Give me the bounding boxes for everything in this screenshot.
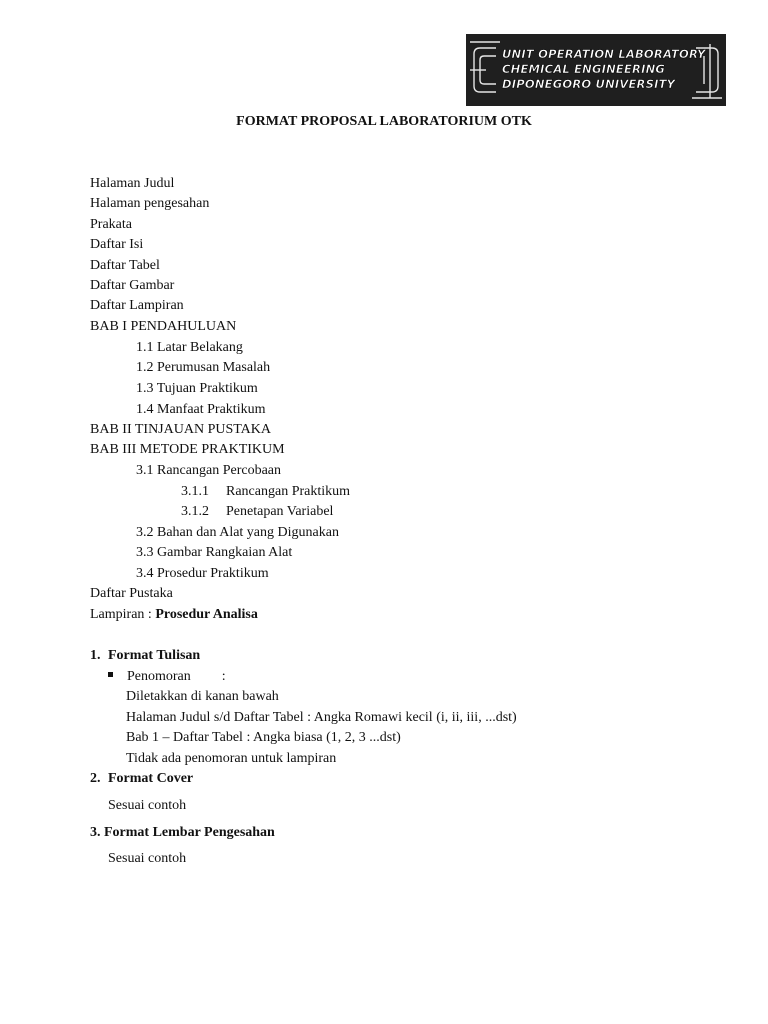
logo-line-2: CHEMICAL ENGINEERING xyxy=(502,62,666,76)
toc-subitem: 3.1 Rancangan Percobaan xyxy=(136,463,281,478)
logo-line-1: UNIT OPERATION LABORATORY xyxy=(502,47,706,61)
toc-item: Halaman Judul xyxy=(90,176,175,191)
toc-item: Daftar Lampiran xyxy=(90,298,184,313)
toc-item: BAB I PENDAHULUAN xyxy=(90,319,237,334)
toc-item: Prakata xyxy=(90,217,132,232)
section-title: Format Tulisan xyxy=(108,648,201,663)
toc-subitem: 3.4 Prosedur Praktikum xyxy=(136,566,269,581)
section-title: Format Cover xyxy=(108,771,194,786)
toc-item: Daftar Tabel xyxy=(90,258,160,273)
lampiran-value: Prosedur Analisa xyxy=(155,607,258,622)
logo-line-3: DIPONEGORO UNIVERSITY xyxy=(502,77,676,91)
toc-subitem: 1.3 Tujuan Praktikum xyxy=(136,381,258,396)
toc-item: Daftar Isi xyxy=(90,237,144,252)
lab-logo xyxy=(466,34,726,106)
toc-subsubitem-number: 3.1.1 xyxy=(181,484,209,499)
toc-subsubitem-label: Penetapan Variabel xyxy=(226,504,334,519)
body-line: Halaman Judul s/d Daftar Tabel : Angka Romawi kecil (i, ii, iii, ...dst) xyxy=(126,710,517,725)
toc-subitem: 3.3 Gambar Rangkaian Alat xyxy=(136,545,293,560)
toc-subsubitem-number: 3.1.2 xyxy=(181,504,209,519)
toc-item: Daftar Pustaka xyxy=(90,586,173,601)
bullet-label: Penomoran xyxy=(127,669,191,684)
section-number: 2. xyxy=(90,771,101,786)
toc-item: Daftar Gambar xyxy=(90,278,175,293)
body-line: Tidak ada penomoran untuk lampiran xyxy=(126,751,337,766)
toc-subsubitem-label: Rancangan Praktikum xyxy=(226,484,351,499)
section-heading: 3. Format Lembar Pengesahan xyxy=(90,825,275,840)
body-line: Sesuai contoh xyxy=(108,798,187,813)
square-bullet-icon xyxy=(108,672,113,677)
page-title: FORMAT PROPOSAL LABORATORIUM OTK xyxy=(236,114,532,129)
section-heading xyxy=(90,646,200,666)
toc-item: BAB II TINJAUAN PUSTAKA xyxy=(90,422,272,437)
bullet-colon: : xyxy=(221,669,226,684)
bullet-item xyxy=(108,667,226,687)
body-line: Diletakkan di kanan bawah xyxy=(126,689,279,704)
body-line: Bab 1 – Daftar Tabel : Angka biasa (1, 2, 3 ...dst) xyxy=(126,730,401,745)
toc-subitem: 1.1 Latar Belakang xyxy=(136,340,243,355)
toc-lampiran xyxy=(90,605,258,625)
toc-subitem: 1.4 Manfaat Praktikum xyxy=(136,402,266,417)
body-line: Sesuai contoh xyxy=(108,851,187,866)
section-heading xyxy=(90,769,193,789)
toc-subsubitem xyxy=(181,482,350,502)
section-number: 1. xyxy=(90,648,101,663)
toc-item: Halaman pengesahan xyxy=(90,196,210,211)
lampiran-label: Lampiran : xyxy=(90,607,156,622)
toc-subsubitem xyxy=(181,502,333,522)
toc-subitem: 3.2 Bahan dan Alat yang Digunakan xyxy=(136,525,339,540)
toc-subitem: 1.2 Perumusan Masalah xyxy=(136,360,271,375)
toc-item: BAB III METODE PRAKTIKUM xyxy=(90,442,285,457)
